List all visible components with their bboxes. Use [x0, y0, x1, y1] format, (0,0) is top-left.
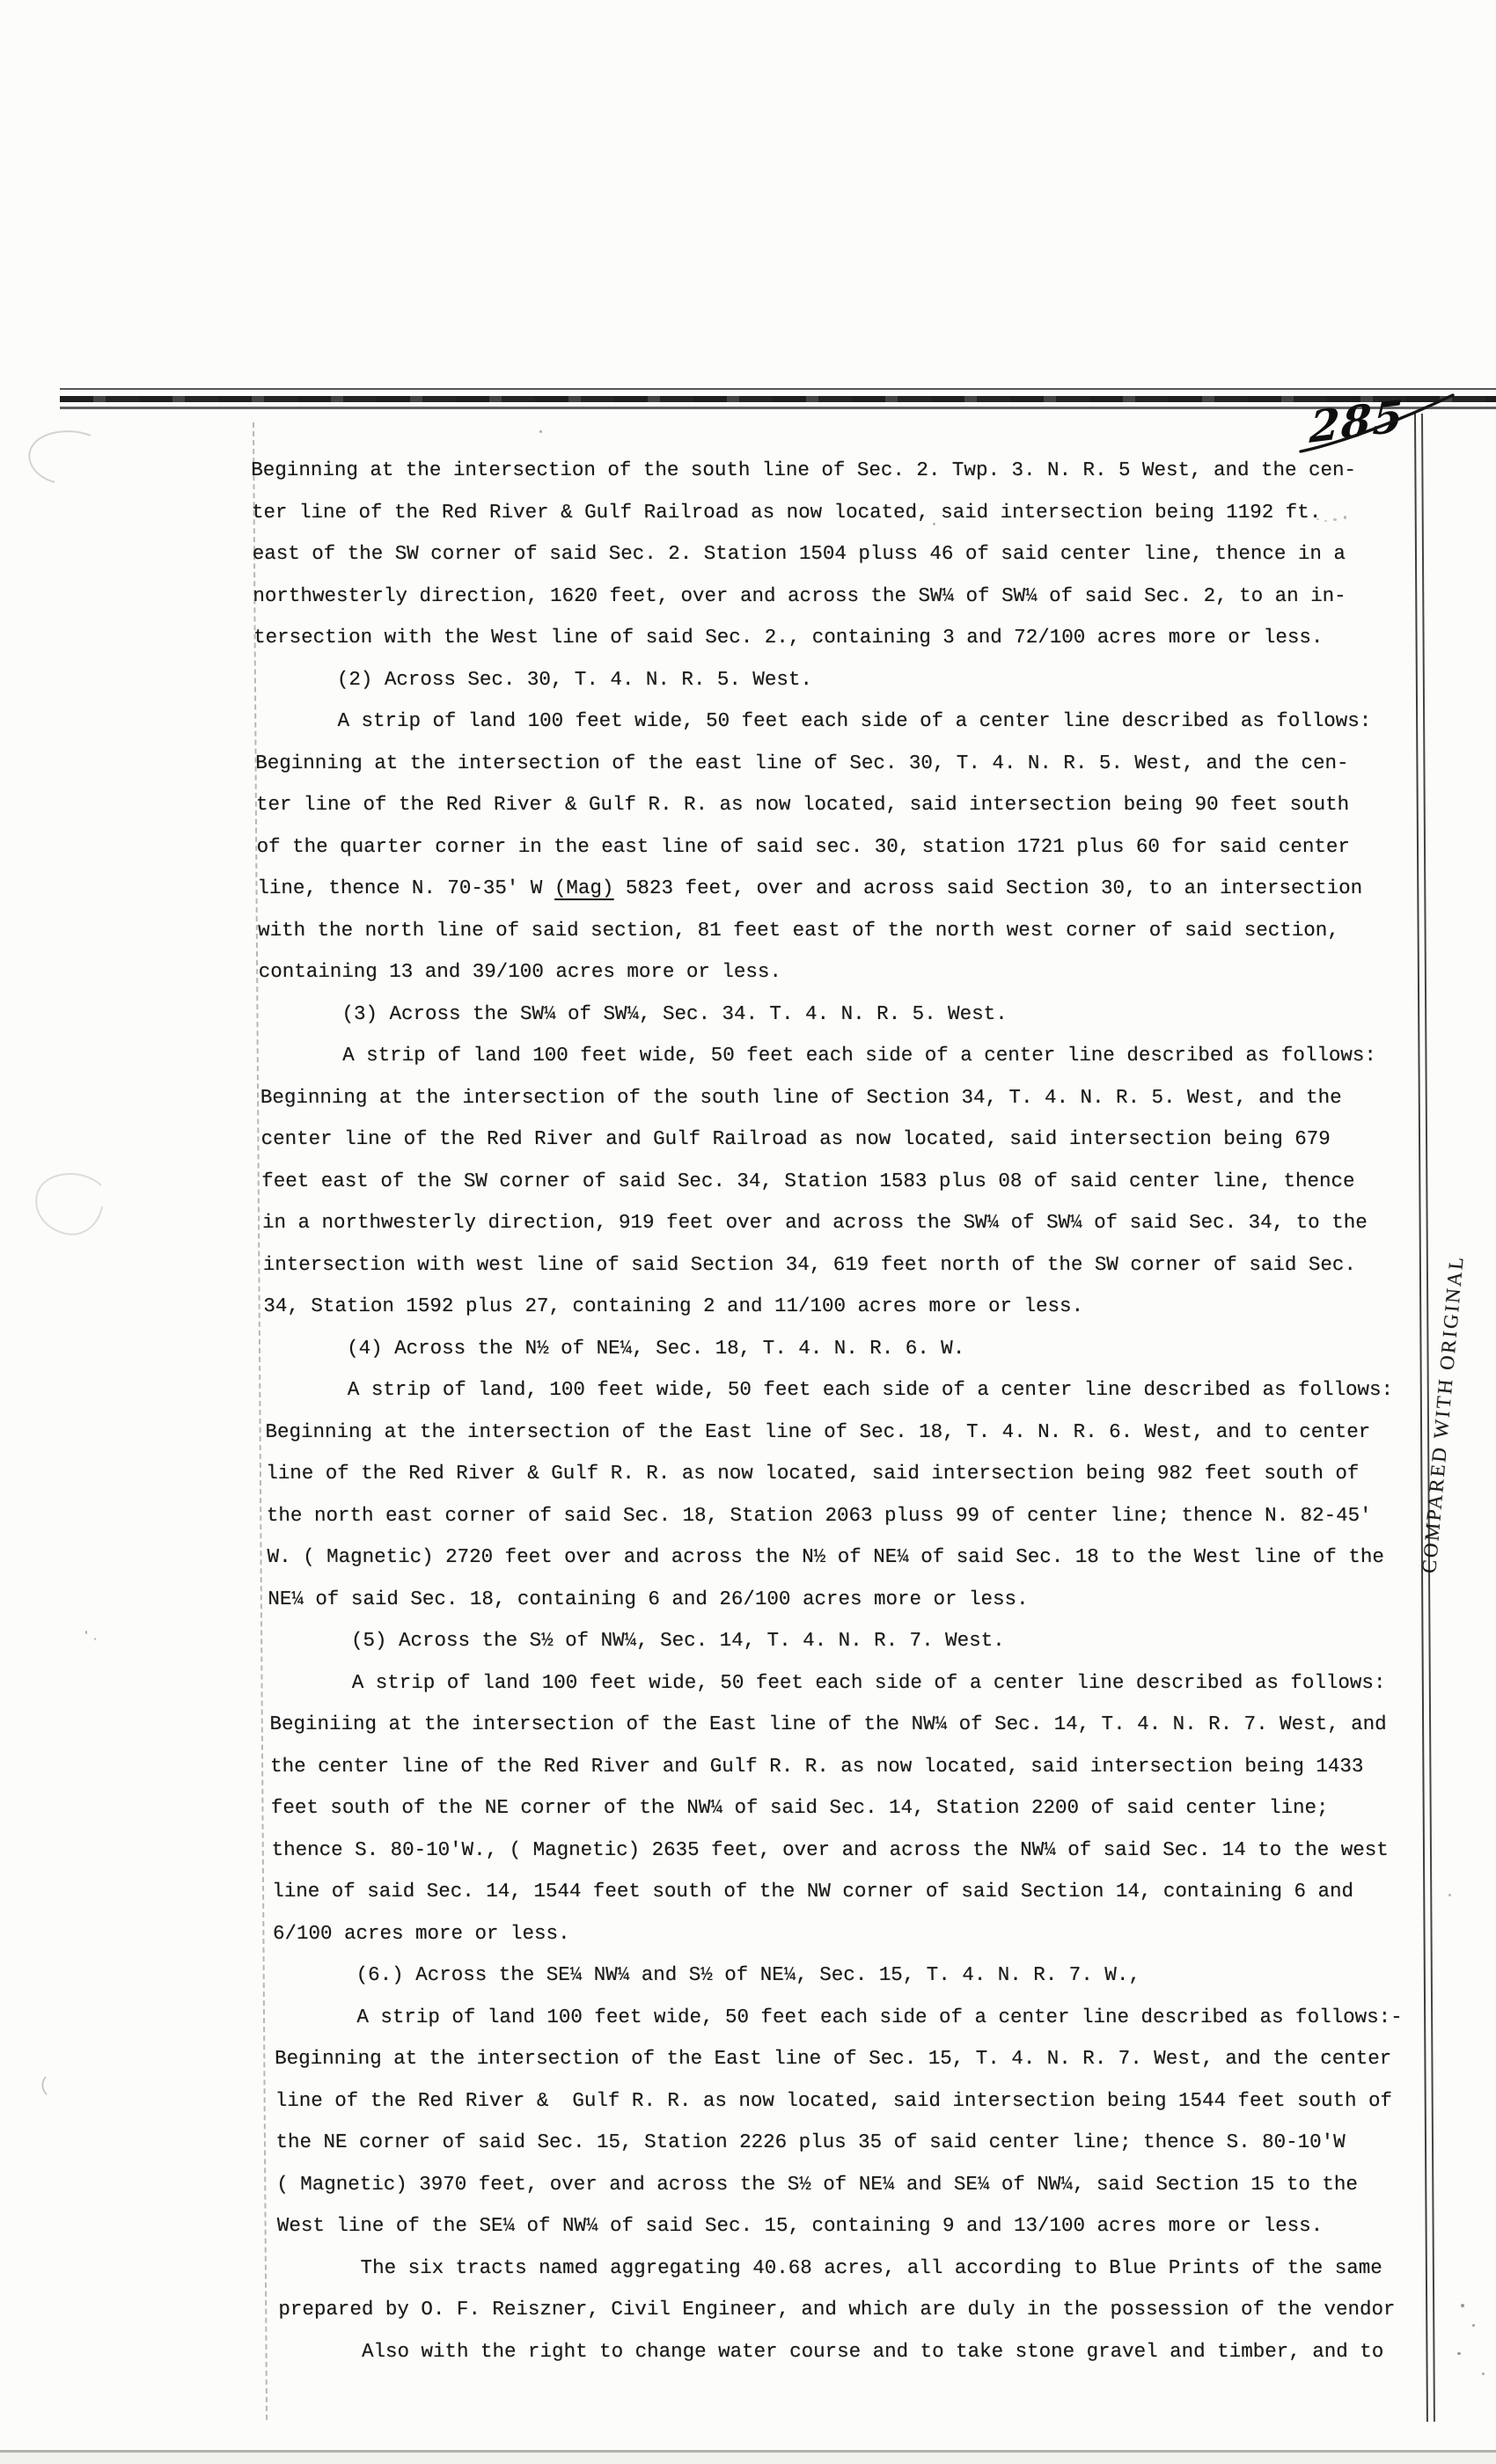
ink-speck	[1457, 2352, 1461, 2355]
top-ruled-line	[60, 407, 1496, 409]
document-line: ter line of the Red River & Gulf R. R. as now located, said intersection being 90 feet south	[255, 793, 1350, 816]
document-line: The six tracts named aggregating 40.68 acres, all according to Blue Prints of the same	[360, 2255, 1383, 2279]
document-line: tersection with the West line of said Sec. 2., containing 3 and 72/100 acres more or less.	[253, 626, 1324, 649]
document-line: line of said Sec. 14, 1544 feet south of the NW corner of said Section 14, containing 6 and	[272, 1880, 1354, 1903]
document-line: the center line of the Red River and Gulf R. R. as now located, said intersection being 1433	[269, 1754, 1364, 1778]
document-line: the north east corner of said Sec. 18, Station 2063 pluss 99 of center line; thence N. 82-45'	[266, 1503, 1372, 1527]
document-line: (6.) Across the SE¼ NW¼ and S½ of NE¼, Sec. 15, T. 4. N. R. 7. W.,	[356, 1963, 1141, 1986]
ink-speck	[1482, 2372, 1485, 2375]
document-line: containing 13 and 39/100 acres more or less.	[258, 960, 782, 983]
document-line: ( Magnetic) 3970 feet, over and across the S½ of NE¼ and SE¼ of NW¼, said Section 15 to the	[276, 2172, 1359, 2196]
document-line: Also with the right to change water course and to take stone gravel and timber, and to	[361, 2339, 1384, 2363]
top-ruled-line	[60, 388, 1496, 390]
document-line: feet south of the NE corner of the NW¼ of said Sec. 14, Station 2200 of said center line;	[270, 1796, 1329, 1819]
page-edge-shadow	[0, 2453, 1496, 2464]
ink-speck	[1316, 518, 1319, 520]
ink-speck	[94, 1638, 96, 1640]
document-line: West line of the SE¼ of NW¼ of said Sec. 15, containing 9 and 13/100 acres more or less.	[276, 2214, 1324, 2237]
compared-with-original-stamp: COMPARED WITH ORIGINAL	[1418, 1254, 1468, 1574]
document-line: A strip of land 100 feet wide, 50 feet each side of a center line described as follows:	[337, 709, 1372, 732]
document-line: (2) Across Sec. 30, T. 4. N. R. 5. West.	[336, 667, 813, 691]
ink-speck	[539, 430, 542, 433]
ink-speck	[933, 523, 935, 525]
page-number-handwritten: 285	[1308, 389, 1406, 454]
document-line: east of the SW corner of said Sec. 2. Station 1504 pluss 46 of said center line, thence in a	[252, 542, 1346, 565]
document-line: ter line of the Red River & Gulf Railroad as now located, said intersection being 1192 ft.	[251, 500, 1322, 524]
document-line: W. ( Magnetic) 2720 feet over and across the N½ of NE¼ of said Sec. 18 to the West line of the	[267, 1545, 1385, 1568]
ink-speck	[1472, 2324, 1475, 2327]
document-line: Beginning at the intersection of the south line of Section 34, T. 4. N. R. 5. West, and the	[260, 1085, 1342, 1109]
document-line: center line of the Red River and Gulf Railroad as now located, said intersection being 679	[260, 1127, 1331, 1150]
document-line: Beginning at the intersection of the East line of Sec. 15, T. 4. N. R. 7. West, and the center	[274, 2047, 1392, 2070]
document-line: northwesterly direction, 1620 feet, over and across the SW¼ of SW¼ of said Sec. 2, to an in-	[253, 583, 1346, 607]
document-line: in a northwesterly direction, 919 feet over and across the SW¼ of SW¼ of said Sec. 34, to the	[261, 1211, 1368, 1234]
document-line: A strip of land 100 feet wide, 50 feet each side of a center line described as follows:	[342, 1044, 1377, 1067]
smudge-circle-top-left	[29, 431, 91, 482]
document-line: line, thence N. 70-35' W (Mag) 5823 feet, over and across said Section 30, to an intersection	[257, 876, 1363, 899]
ink-speck	[85, 1631, 87, 1634]
top-ruled-line-thick	[60, 396, 1496, 402]
document-line: line of the Red River & Gulf R. R. as now located, said intersection being 1544 feet south of	[275, 2088, 1393, 2112]
document-line: Beginiing at the intersection of the East line of the NW¼ of Sec. 14, T. 4. N. R. 7. West, and	[269, 1712, 1387, 1735]
smudge-mark-small	[42, 2077, 47, 2094]
document-line: A strip of land 100 feet wide, 50 feet each side of a center line described as follows:	[351, 1670, 1386, 1694]
document-line: feet east of the SW corner of said Sec. 34, Station 1583 plus 08 of said center line, thence	[261, 1169, 1355, 1192]
document-line: A strip of land 100 feet wide, 50 feet each side of a center line described as follows:-	[356, 2005, 1403, 2028]
document-line: with the north line of said section, 81 feet east of the north west corner of said section,	[257, 918, 1339, 942]
document-line: Beginning at the intersection of the south line of Sec. 2. Twp. 3. N. R. 5 West, and the cen-	[251, 458, 1357, 481]
document-body	[251, 450, 1423, 2372]
document-line: (5) Across the S½ of NW¼, Sec. 14, T. 4. N. R. 7. West.	[350, 1629, 1005, 1652]
ink-speck	[1344, 516, 1346, 519]
document-line: NE¼ of said Sec. 18, containing 6 and 26/100 acres more or less.	[268, 1587, 1029, 1610]
document-line: (4) Across the N½ of NE¼, Sec. 18, T. 4. N. R. 6. W.	[346, 1336, 965, 1360]
ink-speck	[1333, 518, 1337, 521]
document-line: Beginning at the intersection of the east line of Sec. 30, T. 4. N. R. 5. West, and the cen-	[255, 751, 1349, 774]
document-line: the NE corner of said Sec. 15, Station 2226 plus 35 of said center line; thence S. 80-10'W	[275, 2130, 1346, 2153]
document-line: Beginning at the intersection of the East line of Sec. 18, T. 4. N. R. 6. West, and to center	[265, 1419, 1371, 1443]
document-line: intersection with west line of said Section 34, 619 feet north of the SW corner of said Sec.	[262, 1252, 1357, 1276]
ink-speck	[1461, 2304, 1464, 2307]
document-line: prepared by O. F. Reiszner, Civil Engineer, and which are duly in the possession of the vendor	[278, 2298, 1396, 2321]
document-line: line of the Red River & Gulf R. R. as now located, said intersection being 982 feet south of	[266, 1462, 1360, 1485]
document-line: A strip of land, 100 feet wide, 50 feet each side of a center line described as follows:	[347, 1378, 1394, 1401]
smudge-circle-mid-left	[36, 1174, 102, 1235]
ink-speck	[1448, 1894, 1451, 1896]
document-line: 6/100 acres more or less.	[272, 1921, 570, 1945]
document-line: (3) Across the SW¼ of SW¼, Sec. 34. T. 4. N. R. 5. West.	[341, 1001, 1008, 1025]
ink-speck	[1324, 520, 1327, 522]
document-line: of the quarter corner in the east line of said sec. 30, station 1721 plus 60 for said center	[256, 834, 1351, 858]
document-line: thence S. 80-10'W., ( Magnetic) 2635 feet, over and across the NW¼ of said Sec. 14 to the west	[271, 1837, 1390, 1861]
document-line: 34, Station 1592 plus 27, containing 2 and 11/100 acres more or less.	[263, 1294, 1084, 1317]
